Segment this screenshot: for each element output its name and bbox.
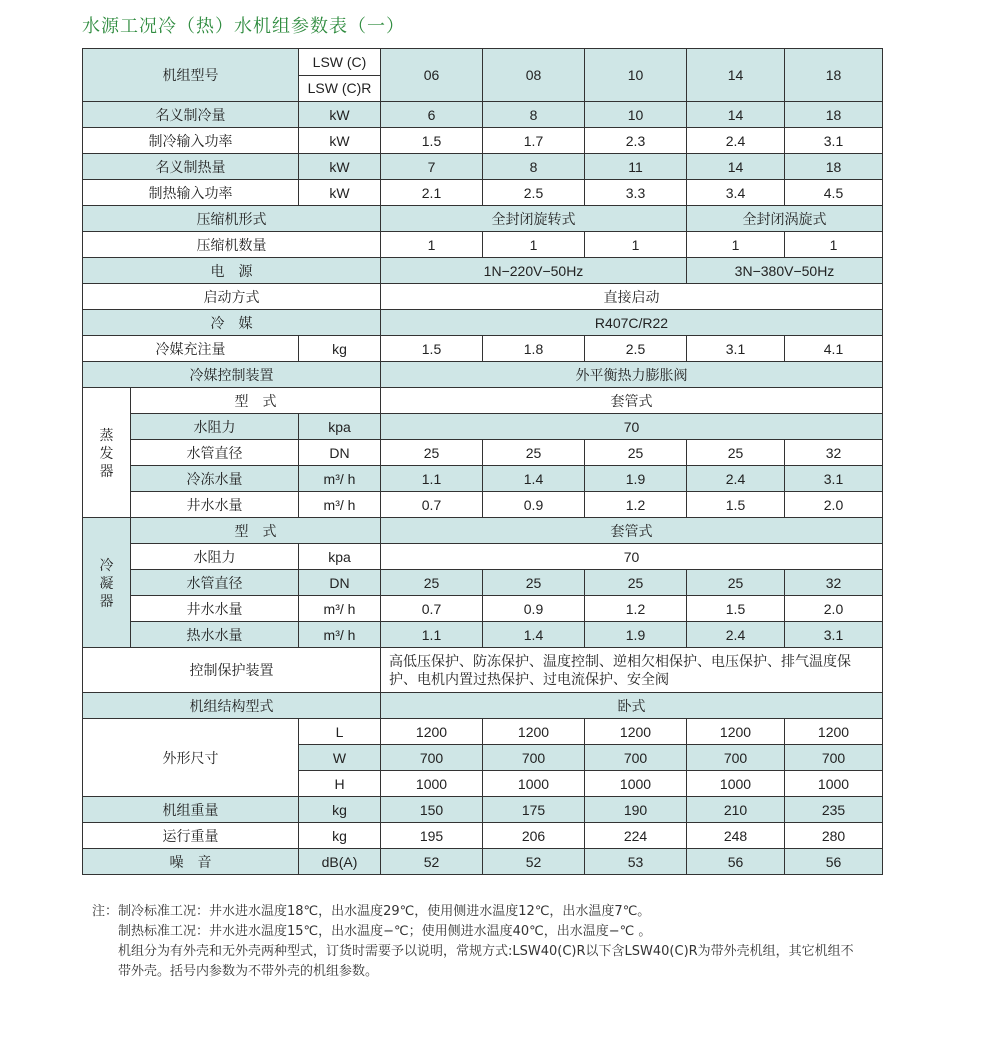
unit-cell: m³/ h: [299, 466, 381, 492]
table-row: [83, 492, 883, 518]
note-line: 制热标准工况：井水进水温度15℃，出水温度−℃；使用侧进水温度40℃，出水温度−℃ 。: [118, 924, 652, 939]
value-cell: 2.0: [785, 492, 883, 518]
value-cell: 1N−220V−50Hz: [381, 258, 687, 284]
value-cell: 1000: [585, 771, 687, 797]
row-label: 名义制冷量: [83, 102, 299, 128]
value-cell: 1.2: [585, 492, 687, 518]
unit-cell: DN: [299, 570, 381, 596]
page-title: 水源工况冷（热）水机组参数表（一）: [82, 16, 405, 37]
value-cell: 4.5: [785, 180, 883, 206]
row-label: 冷冻水量: [131, 466, 299, 492]
model-number: 14: [687, 49, 785, 102]
unit-cell: m³/ h: [299, 622, 381, 648]
row-label: 制冷输入功率: [83, 128, 299, 154]
value-cell: 224: [585, 823, 687, 849]
row-label: 型 式: [131, 518, 381, 544]
value-cell: 56: [687, 849, 785, 875]
value-cell: 25: [381, 570, 483, 596]
value-cell: 70: [381, 544, 883, 570]
value-cell: 11: [585, 154, 687, 180]
unit-cell: W: [299, 745, 381, 771]
row-label: 水阻力: [131, 544, 299, 570]
table-row: [83, 336, 883, 362]
unit-cell: H: [299, 771, 381, 797]
table-row: [83, 128, 883, 154]
value-cell: 18: [785, 154, 883, 180]
value-cell: 3.1: [687, 336, 785, 362]
table-row: [83, 362, 883, 388]
table-row: [83, 102, 883, 128]
value-cell: 3.1: [785, 466, 883, 492]
value-cell: 1.5: [687, 596, 785, 622]
value-cell: 700: [483, 745, 585, 771]
value-cell: 14: [687, 154, 785, 180]
value-cell: 全封闭旋转式: [381, 206, 687, 232]
value-cell: 1.5: [687, 492, 785, 518]
row-label: 型 式: [131, 388, 381, 414]
row-label: 启动方式: [83, 284, 381, 310]
row-label: 运行重量: [83, 823, 299, 849]
value-cell: 7: [381, 154, 483, 180]
unit-cell: kpa: [299, 414, 381, 440]
model-number: 06: [381, 49, 483, 102]
value-cell: 10: [585, 102, 687, 128]
value-cell: 25: [483, 570, 585, 596]
table-row: [83, 693, 883, 719]
value-cell: 1: [381, 232, 483, 258]
note-line: 机组分为有外壳和无外壳两种型式，订货时需要予以说明，常规方式:LSW40(C)R以下含LSW40(C)R为带外壳机组，其它机组不: [118, 944, 854, 959]
table-row: [83, 180, 883, 206]
table-row: [83, 622, 883, 648]
value-cell: 0.7: [381, 492, 483, 518]
table-row: [83, 206, 883, 232]
table-row: [83, 823, 883, 849]
model-number: 10: [585, 49, 687, 102]
table-row: [83, 466, 883, 492]
value-cell: 2.1: [381, 180, 483, 206]
value-cell: 2.0: [785, 596, 883, 622]
value-cell: 3.1: [785, 128, 883, 154]
value-cell: 235: [785, 797, 883, 823]
value-cell: 1000: [483, 771, 585, 797]
value-cell: 高低压保护、防冻保护、温度控制、逆相欠相保护、电压保护、排气温度保护、电机内置过热保护、过电流保护、安全阀: [381, 648, 883, 693]
value-cell: 3.1: [785, 622, 883, 648]
unit-cell: kg: [299, 797, 381, 823]
model-number: 18: [785, 49, 883, 102]
value-cell: 52: [381, 849, 483, 875]
value-cell: 外平衡热力膨胀阀: [381, 362, 883, 388]
value-cell: 1000: [785, 771, 883, 797]
table-row: [83, 388, 883, 414]
value-cell: 2.4: [687, 622, 785, 648]
table-row: [83, 414, 883, 440]
value-cell: 0.9: [483, 596, 585, 622]
value-cell: 700: [785, 745, 883, 771]
model-number: 08: [483, 49, 585, 102]
unit-cell: kW: [299, 154, 381, 180]
value-cell: 6: [381, 102, 483, 128]
value-cell: 1.4: [483, 466, 585, 492]
value-cell: 175: [483, 797, 585, 823]
row-label: 冷媒充注量: [83, 336, 299, 362]
value-cell: 32: [785, 440, 883, 466]
row-label: 机组结构型式: [83, 693, 381, 719]
value-cell: 280: [785, 823, 883, 849]
table-row: [83, 232, 883, 258]
value-cell: 195: [381, 823, 483, 849]
value-cell: 1.4: [483, 622, 585, 648]
spec-table: [82, 48, 883, 875]
value-cell: 53: [585, 849, 687, 875]
row-label: 噪 音: [83, 849, 299, 875]
value-cell: 210: [687, 797, 785, 823]
value-cell: 1: [687, 232, 785, 258]
table-row: [83, 797, 883, 823]
value-cell: 700: [687, 745, 785, 771]
value-cell: 700: [381, 745, 483, 771]
value-cell: 1.9: [585, 622, 687, 648]
unit-cell: kW: [299, 128, 381, 154]
unit-cell: dB(A): [299, 849, 381, 875]
condenser-group-label: [83, 518, 131, 648]
row-label: 井水水量: [131, 492, 299, 518]
model-series-a: LSW (C): [299, 49, 381, 76]
value-cell: 25: [585, 440, 687, 466]
table-row: [83, 596, 883, 622]
value-cell: 3.3: [585, 180, 687, 206]
table-row: [83, 544, 883, 570]
row-label: 控制保护装置: [83, 648, 381, 693]
value-cell: 25: [687, 570, 785, 596]
unit-cell: kg: [299, 336, 381, 362]
unit-cell: kW: [299, 180, 381, 206]
row-label: 电 源: [83, 258, 381, 284]
value-cell: 4.1: [785, 336, 883, 362]
value-cell: 1000: [381, 771, 483, 797]
unit-cell: m³/ h: [299, 492, 381, 518]
table-row: [83, 849, 883, 875]
value-cell: R407C/R22: [381, 310, 883, 336]
value-cell: 25: [483, 440, 585, 466]
value-cell: 1: [483, 232, 585, 258]
value-cell: 32: [785, 570, 883, 596]
model-series-b: LSW (C)R: [299, 75, 381, 102]
value-cell: 3.4: [687, 180, 785, 206]
value-cell: 1200: [483, 719, 585, 745]
value-cell: 1200: [687, 719, 785, 745]
value-cell: 248: [687, 823, 785, 849]
table-row: [83, 719, 883, 745]
value-cell: 套管式: [381, 388, 883, 414]
value-cell: 206: [483, 823, 585, 849]
row-label: 水阻力: [131, 414, 299, 440]
value-cell: 1.1: [381, 466, 483, 492]
value-cell: 1: [785, 232, 883, 258]
value-cell: 1200: [585, 719, 687, 745]
unit-cell: m³/ h: [299, 596, 381, 622]
value-cell: 8: [483, 154, 585, 180]
note-line: 注：制冷标准工况：井水进水温度18℃，出水温度29℃，使用侧进水温度12℃，出水温度7℃。: [92, 904, 651, 919]
row-label: 机组重量: [83, 797, 299, 823]
value-cell: 3N−380V−50Hz: [687, 258, 883, 284]
value-cell: 1.7: [483, 128, 585, 154]
value-cell: 25: [687, 440, 785, 466]
table-row: [83, 648, 883, 693]
value-cell: 25: [381, 440, 483, 466]
value-cell: 全封闭涡旋式: [687, 206, 883, 232]
value-cell: 1.8: [483, 336, 585, 362]
row-label: 水管直径: [131, 440, 299, 466]
row-label: 冷媒控制装置: [83, 362, 381, 388]
row-label: 压缩机数量: [83, 232, 381, 258]
value-cell: 1.1: [381, 622, 483, 648]
value-cell: 直接启动: [381, 284, 883, 310]
value-cell: 0.7: [381, 596, 483, 622]
value-cell: 2.4: [687, 128, 785, 154]
note-line: 带外壳。括号内参数为不带外壳的机组参数。: [118, 964, 379, 979]
value-cell: 1.5: [381, 336, 483, 362]
value-cell: 0.9: [483, 492, 585, 518]
table-row: [83, 284, 883, 310]
group-label-text: 蒸发器: [99, 426, 114, 479]
table-row: [83, 518, 883, 544]
value-cell: 25: [585, 570, 687, 596]
value-cell: 1200: [381, 719, 483, 745]
value-cell: 2.4: [687, 466, 785, 492]
value-cell: 2.5: [483, 180, 585, 206]
value-cell: 150: [381, 797, 483, 823]
row-label: 压缩机形式: [83, 206, 381, 232]
model-label: 机组型号: [83, 49, 299, 102]
value-cell: 卧式: [381, 693, 883, 719]
value-cell: 1.2: [585, 596, 687, 622]
unit-cell: DN: [299, 440, 381, 466]
row-label: 热水水量: [131, 622, 299, 648]
value-cell: 56: [785, 849, 883, 875]
unit-cell: kW: [299, 102, 381, 128]
table-row: [83, 49, 883, 76]
group-label-text: 冷凝器: [99, 556, 114, 609]
value-cell: 1000: [687, 771, 785, 797]
row-label: 外形尺寸: [83, 719, 299, 797]
value-cell: 1.9: [585, 466, 687, 492]
unit-cell: kpa: [299, 544, 381, 570]
value-cell: 700: [585, 745, 687, 771]
value-cell: 14: [687, 102, 785, 128]
table-row: [83, 440, 883, 466]
unit-cell: kg: [299, 823, 381, 849]
value-cell: 70: [381, 414, 883, 440]
value-cell: 52: [483, 849, 585, 875]
notes: [92, 902, 854, 982]
value-cell: 1200: [785, 719, 883, 745]
row-label: 名义制热量: [83, 154, 299, 180]
row-label: 井水水量: [131, 596, 299, 622]
value-cell: 18: [785, 102, 883, 128]
row-label: 制热输入功率: [83, 180, 299, 206]
table-row: [83, 570, 883, 596]
value-cell: 2.5: [585, 336, 687, 362]
evaporator-group-label: [83, 388, 131, 518]
table-row: [83, 258, 883, 284]
row-label: 水管直径: [131, 570, 299, 596]
row-label: 冷 媒: [83, 310, 381, 336]
value-cell: 190: [585, 797, 687, 823]
value-cell: 套管式: [381, 518, 883, 544]
value-cell: 8: [483, 102, 585, 128]
unit-cell: L: [299, 719, 381, 745]
value-cell: 2.3: [585, 128, 687, 154]
table-row: [83, 310, 883, 336]
value-cell: 1.5: [381, 128, 483, 154]
table-row: [83, 154, 883, 180]
value-cell: 1: [585, 232, 687, 258]
